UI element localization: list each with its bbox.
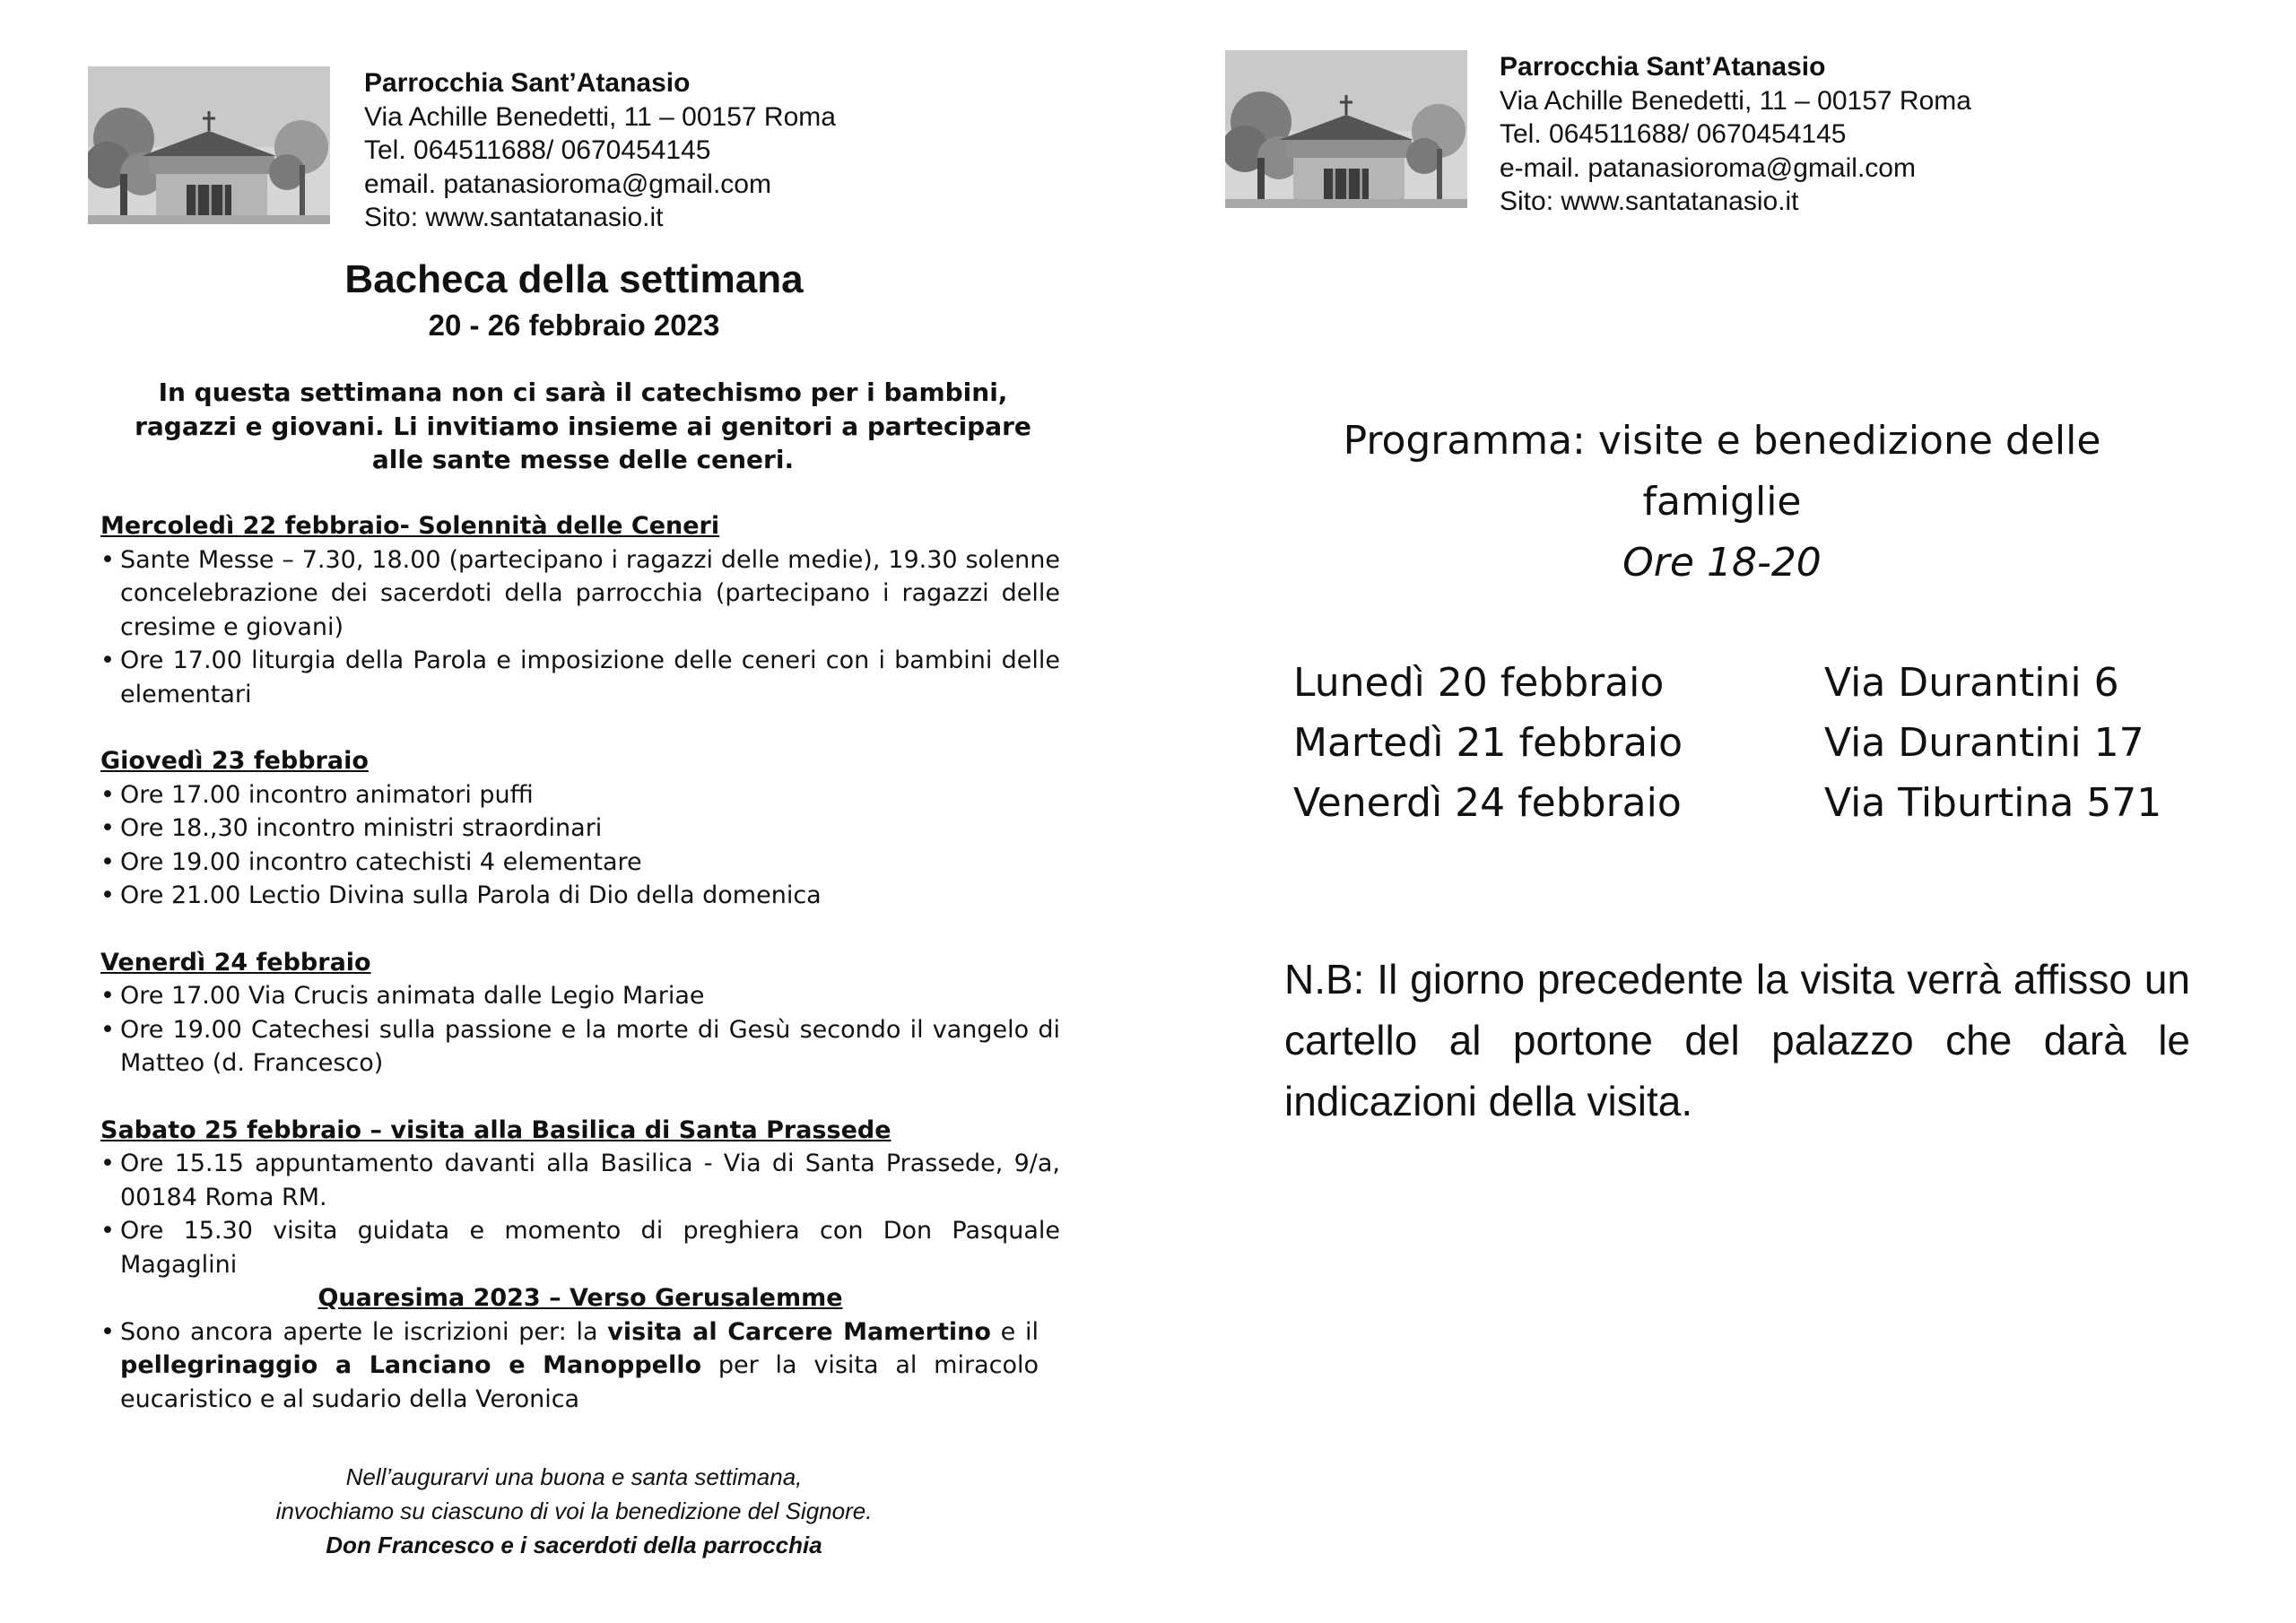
visit-schedule bbox=[1293, 653, 2161, 833]
right-header bbox=[1225, 50, 1971, 219]
list-item: • Ore 18.,30 incontro ministri straordinari bbox=[100, 812, 1060, 846]
parish-site: Sito: www.santatanasio.it bbox=[1500, 187, 1799, 216]
section-thursday bbox=[100, 744, 1060, 913]
list-item: • Ore 17.00 liturgia della Parola e imposizione delle ceneri con i bambini delle elementari bbox=[100, 644, 1060, 711]
section-title: Sabato 25 febbraio – visita alla Basilica di Santa Prassede bbox=[100, 1115, 891, 1144]
section-friday bbox=[100, 946, 1060, 1081]
section-wednesday bbox=[100, 509, 1060, 711]
section-title: Venerdì 24 febbraio bbox=[100, 948, 371, 976]
parish-phone: Tel. 064511688/ 0670454145 bbox=[364, 135, 711, 165]
board-dates: 20 - 26 febbraio 2023 bbox=[428, 308, 720, 342]
lent-text: per la visita al miracolo eucaristico e al sudario della Veronica bbox=[120, 1351, 1039, 1413]
list-item: • Ore 19.00 Catechesi sulla passione e la morte di Gesù secondo il vangelo di Matteo (d. Francesco) bbox=[100, 1013, 1060, 1081]
lent-item bbox=[100, 1315, 1060, 1417]
closing-line: invochiamo su ciascuno di voi la benedizione del Signore. bbox=[275, 1497, 873, 1524]
right-page bbox=[1148, 0, 2296, 1623]
section-title: Giovedì 23 febbraio bbox=[100, 747, 369, 775]
lent-text: Sono ancora aperte le iscrizioni per: la bbox=[120, 1317, 608, 1346]
schedule-day: Venerdì 24 febbraio bbox=[1293, 780, 1682, 826]
visit-note: N.B: Il giorno precedente la visita verrà affisso un cartello al portone del palazzo che darà le indicazioni della visita. bbox=[1284, 956, 2190, 1124]
closing-line: Nell’augurarvi una buona e santa settimana, bbox=[345, 1463, 803, 1490]
closing-signature: Don Francesco e i sacerdoti della parrocchia bbox=[326, 1532, 822, 1558]
schedule-row bbox=[1293, 713, 2161, 773]
section-lent bbox=[100, 1281, 1060, 1416]
schedule-row bbox=[1293, 773, 2161, 833]
parish-email: email. patanasioroma@gmail.com bbox=[364, 169, 771, 199]
list-item: • Ore 21.00 Lectio Divina sulla Parola di Dio della domenica bbox=[100, 879, 1060, 913]
schedule-place: Via Tiburtina 571 bbox=[1824, 780, 2162, 826]
right-address-block bbox=[1500, 50, 1971, 219]
lent-bold-mamertino: visita al Carcere Mamertino bbox=[607, 1317, 991, 1346]
schedule-day: Lunedì 20 febbraio bbox=[1293, 660, 1665, 706]
church-logo bbox=[88, 66, 330, 224]
left-address-block bbox=[364, 66, 836, 235]
section-saturday bbox=[100, 1114, 1060, 1282]
program-heading bbox=[1148, 411, 2296, 594]
lent-text: e il bbox=[990, 1317, 1039, 1346]
lent-bold-pilgrimage: pellegrinaggio a Lanciano e Manoppello bbox=[120, 1351, 702, 1379]
list-item: • Ore 15.30 visita guidata e momento di preghiera con Don Pasquale Magaglini bbox=[100, 1214, 1060, 1281]
board-title: Bacheca della settimana bbox=[344, 257, 804, 301]
parish-email: e-mail. patanasioroma@gmail.com bbox=[1500, 152, 1916, 183]
program-title-line1: Programma: visite e benedizione delle bbox=[1343, 418, 2101, 464]
schedule-day: Martedì 21 febbraio bbox=[1293, 720, 1683, 766]
parish-name: Parrocchia Sant’Atanasio bbox=[1500, 52, 1826, 82]
closing-message bbox=[0, 1460, 1148, 1562]
schedule-place: Via Durantini 17 bbox=[1824, 720, 2144, 766]
parish-address: Via Achille Benedetti, 11 – 00157 Roma bbox=[364, 101, 836, 132]
parish-name: Parrocchia Sant’Atanasio bbox=[364, 68, 691, 98]
intro-notice: In questa settimana non ci sarà il catechismo per i bambini, ragazzi e giovani. Li invitiamo insieme ai genitori a partecipare alle sante messe delle ceneri. bbox=[135, 378, 1031, 474]
section-title: Mercoledì 22 febbraio- Solennità delle Ceneri bbox=[100, 512, 720, 540]
lent-title: Quaresima 2023 – Verso Gerusalemme bbox=[317, 1284, 843, 1312]
parish-phone: Tel. 064511688/ 0670454145 bbox=[1500, 119, 1847, 149]
list-item: • Sante Messe – 7.30, 18.00 (partecipano i ragazzi delle medie), 19.30 solenne concelebrazione dei sacerdoti della parrocchia (partecipano i ragazzi delle cresime e giovani) bbox=[100, 543, 1060, 645]
program-title-line2: famiglie bbox=[1642, 479, 1802, 525]
parish-address: Via Achille Benedetti, 11 – 00157 Roma bbox=[1500, 85, 1971, 116]
parish-site: Sito: www.santatanasio.it bbox=[364, 203, 664, 232]
list-item: • Ore 19.00 incontro catechisti 4 elementare bbox=[100, 846, 1060, 880]
list-item: • Ore 15.15 appuntamento davanti alla Basilica - Via di Santa Prassede, 9/a, 00184 Roma RM. bbox=[100, 1147, 1060, 1214]
left-header bbox=[88, 66, 836, 235]
schedule-place: Via Durantini 6 bbox=[1824, 660, 2119, 706]
schedule-row bbox=[1293, 653, 2161, 713]
list-item: • Ore 17.00 Via Crucis animata dalle Legio Mariae bbox=[100, 979, 1060, 1013]
list-item: • Ore 17.00 incontro animatori puffi bbox=[100, 778, 1060, 812]
weekly-sections bbox=[100, 509, 1060, 1416]
program-hours: Ore 18-20 bbox=[1622, 540, 1822, 586]
church-logo bbox=[1225, 50, 1467, 208]
